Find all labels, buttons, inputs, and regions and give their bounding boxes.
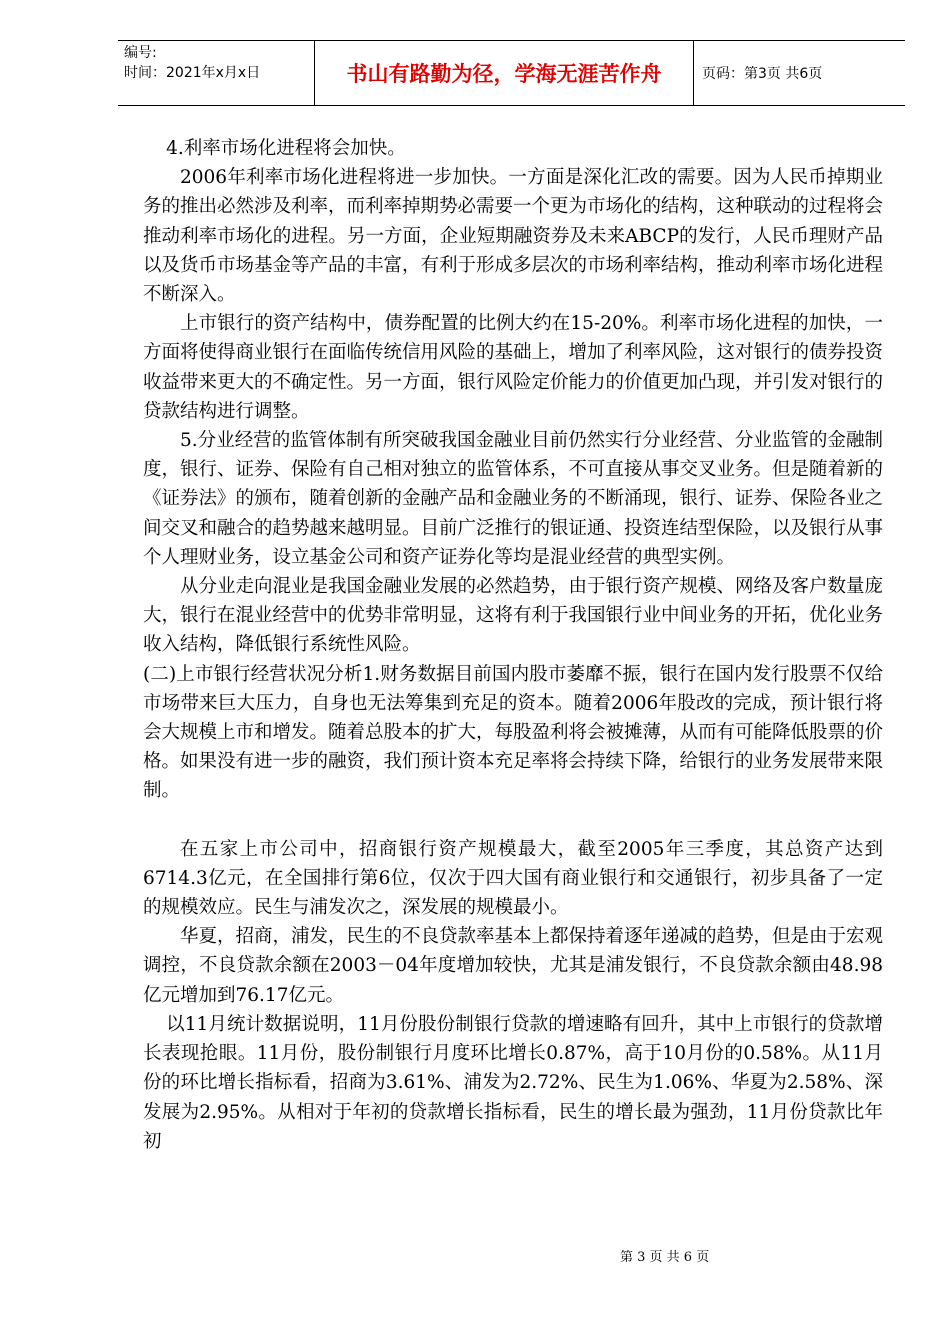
document-body <box>143 134 883 1156</box>
page-footer: 第 3 页 共 6 页 <box>620 1250 710 1265</box>
document-time: 时间：2021年x月x日 <box>124 65 261 81</box>
paragraph: 从分业走向混业是我国金融业发展的必然趋势，由于银行资产规模、网络及客户数量庞大，银行在混业经营中的优势非常明显，这将有利于我国银行业中间业务的开拓，优化业务收入结构，降低银行系统性风险。 <box>143 576 884 656</box>
paragraph: 华夏，招商，浦发，民生的不良贷款率基本上都保持着逐年递减的趋势，但是由于宏观调控，不良贷款余额在2003－04年度增加较快，尤其是浦发银行，不良贷款余额由48.98亿元增加到76.17亿元。 <box>143 926 884 1006</box>
spacer <box>143 806 883 835</box>
paragraph: 5.分业经营的监管体制有所突破我国金融业目前仍然实行分业经营、分业监管的金融制度，银行、证券、保险有自己相对独立的监管体系，不可直接从事交叉业务。但是随着新的《证券法》的颁布，随着创新的金融产品和金融业务的不断涌现，银行、证券、保险各业之间交叉和融合的趋势越来越明显。目前广泛推行的银证通、投资连结型保险，以及银行从事个人理财业务，设立基金公司和资产证券化等均是混业经营的典型实例。 <box>143 430 884 568</box>
paragraph: 2006年利率市场化进程将进一步加快。一方面是深化汇改的需要。因为人民币掉期业务的推出必然涉及利率，而利率掉期势必需要一个更为市场化的结构，这种联动的过程将会推动利率市场化的进程。另一方面，企业短期融资券及未来ABCP的发行，人民币理财产品以及货币市场基金等产品的丰富，有利于形成多层次的市场利率结构，推动利率市场化进程不断深入。 <box>143 167 884 306</box>
paragraph: 在五家上市公司中，招商银行资产规模最大，截至2005年三季度，其总资产达到6714.3亿元，在全国排行第6位，仅次于四大国有商业银行和交通银行，初步具备了一定的规模效应。民生与浦发次之，深发展的规模最小。 <box>143 838 883 919</box>
page-header <box>118 40 905 106</box>
header-motto: 书山有路勤为径，学海无涯苦作舟 <box>315 41 694 105</box>
paragraph: 以11月统计数据说明，11月份股份制银行贷款的增速略有回升，其中上市银行的贷款增长表现抢眼。11月份，股份制银行月度环比增长0.87%，高于10月份的0.58%。从11月份的环比增长指标看，招商为3.61%、浦发为2.72%、民生为1.06%、华夏为2.58%、深发展为2.95%。从相对于年初的贷款增长指标看，民生的增长最为强劲，11月份贷款比年初 <box>143 1013 883 1152</box>
header-page-number: 页码：第3页 共6页 <box>702 66 823 82</box>
paragraph-heading-4: 4.利率市场化进程将会加快。 <box>166 138 406 159</box>
header-meta <box>118 41 315 105</box>
document-number: 编号: <box>124 45 157 61</box>
paragraph: (二)上市银行经营状况分析1.财务数据目前国内股市萎靡不振，银行在国内发行股票不仅给市场带来巨大压力，自身也无法筹集到充足的资本。随着2006年股改的完成，预计银行将会大规模上市和增发。随着总股本的扩大，每股盈利将会被摊薄，从而有可能降低股票的价格。如果没有进一步的融资，我们预计资本充足率将会持续下降，给银行的业务发展带来限制。 <box>143 663 884 802</box>
paragraph: 上市银行的资产结构中，债券配置的比例大约在15-20%。利率市场化进程的加快，一方面将使得商业银行在面临传统信用风险的基础上，增加了利率风险，这对银行的债券投资收益带来更大的不确定性。另一方面，银行风险定价能力的价值更加凸现，并引发对银行的贷款结构进行调整。 <box>143 313 884 422</box>
